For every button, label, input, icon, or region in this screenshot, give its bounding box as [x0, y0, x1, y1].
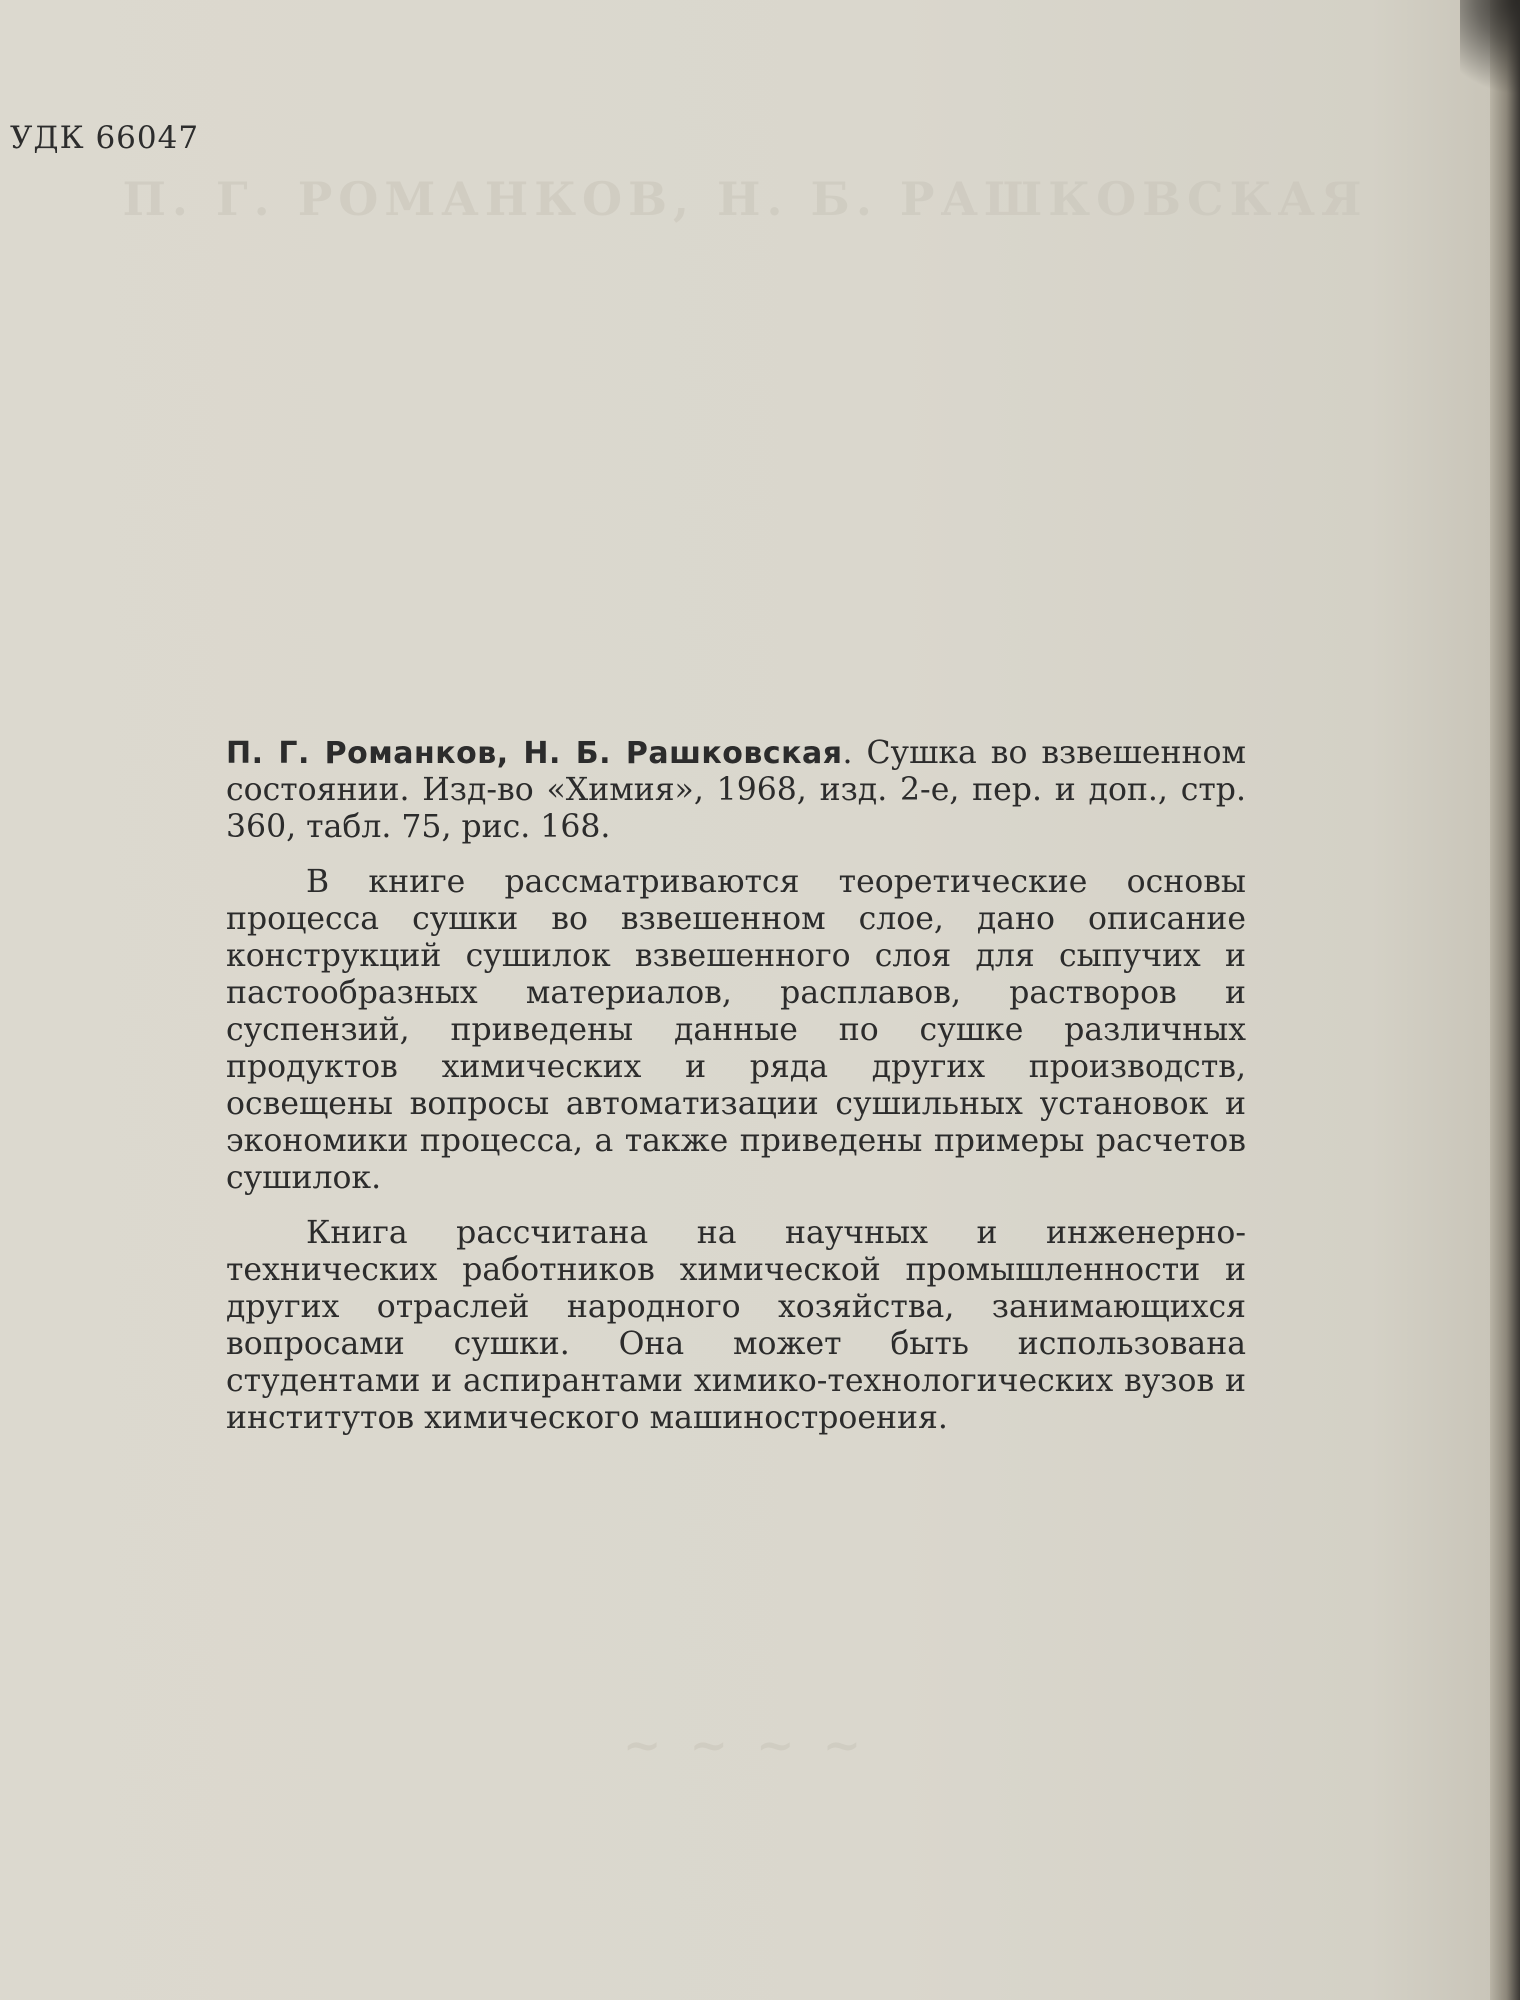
corner-shadow — [1460, 0, 1520, 110]
page-edge-shadow — [1490, 0, 1520, 2000]
bibliographic-entry — [226, 735, 1246, 846]
authors: П. Г. Романков, Н. Б. Рашковская — [226, 736, 843, 771]
annotation-paragraph: В книге рассматриваются теоретические основы процесса сушки во взвешенном слое, дано описание конструкций сушилок взвешенного слоя для сыпучих и пастообразных материалов, расплавов, растворов и суспензий, приведены данные по сушке различных продуктов химических и ряда других производств, освещены вопросы автоматизации сушильных установок и экономики процесса, а также приведены примеры расчетов сушилок. — [226, 864, 1246, 1196]
annotation-block — [226, 735, 1246, 1455]
annotation-paragraph: Книга рассчитана на научных и инженерно-технических работников химической промышленности и других отраслей народного хозяйства, занимающихся вопросами сушки. Она может быть использована студентами и аспирантами химико-технологических вузов и институтов химического машиностроения. — [226, 1215, 1246, 1436]
udk-code: УДК 66047 — [10, 120, 200, 156]
show-through-text-top: П. Г. РОМАНКОВ, Н. Б. РАШКОВСКАЯ — [122, 172, 1368, 226]
show-through-text-bottom: ~ ~ ~ ~ — [622, 1718, 868, 1772]
citation-details: . Сушка во взвешенном состоянии. Изд-во «Химия», 1968, изд. 2-е, пер. и доп., стр. 360, табл. 75, рис. 168. — [226, 735, 1246, 845]
